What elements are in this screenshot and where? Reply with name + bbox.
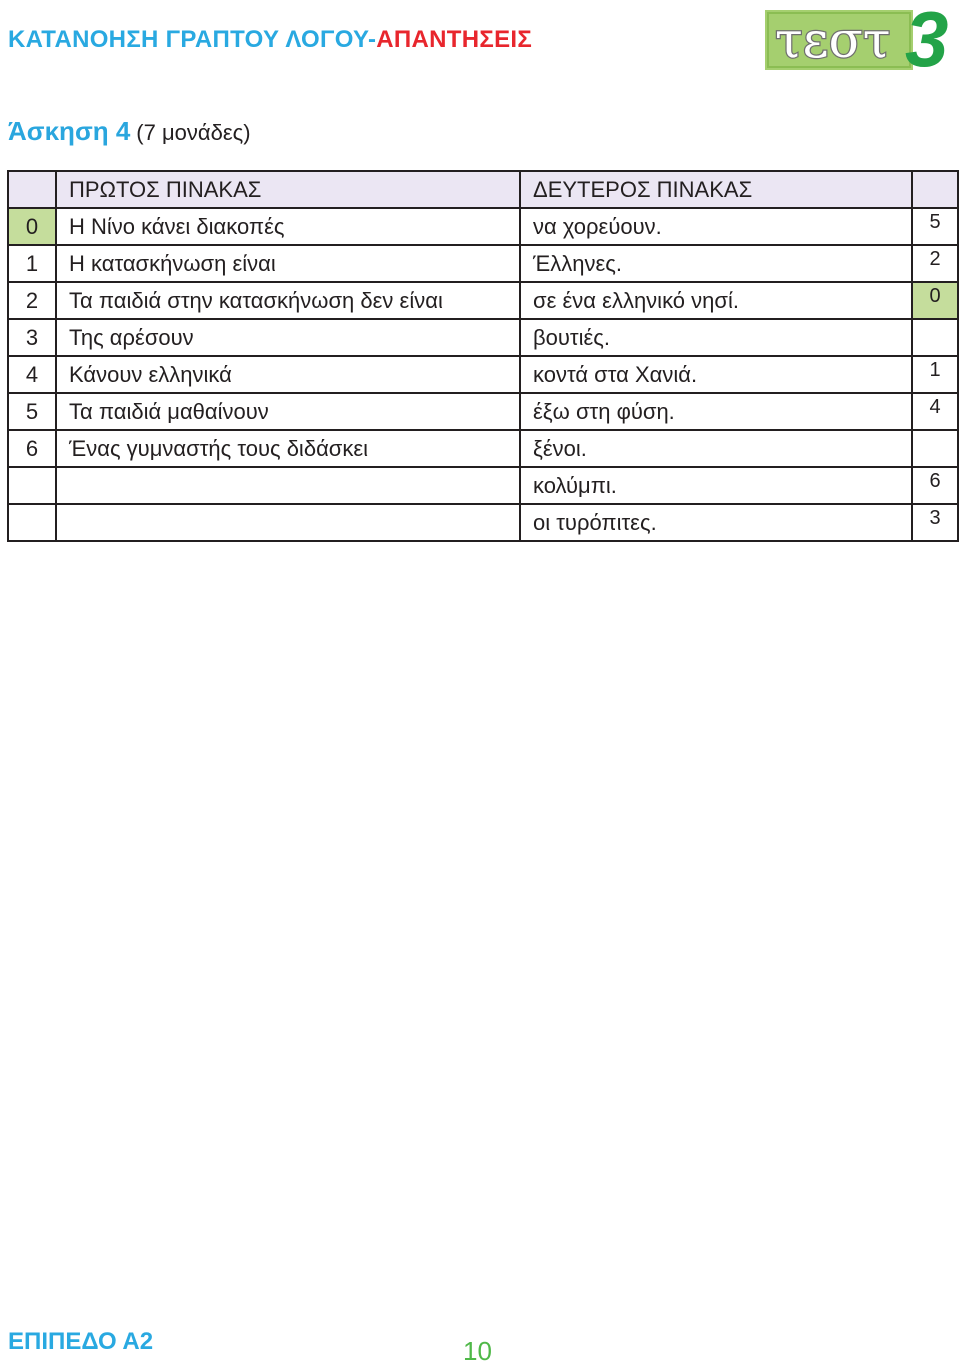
row-first-phrase: Τα παιδιά στην κατασκήνωση δεν είναι — [56, 282, 520, 319]
row-second-phrase: να χορεύουν. — [520, 208, 912, 245]
table-row — [8, 245, 958, 282]
row-number: 0 — [8, 208, 56, 245]
row-answer: 1 — [912, 356, 958, 393]
page-number: 10 — [463, 1336, 492, 1366]
row-number: 1 — [8, 245, 56, 282]
row-second-phrase: Έλληνες. — [520, 245, 912, 282]
exercise-heading — [8, 116, 251, 147]
row-number: 6 — [8, 430, 56, 467]
row-first-phrase: Ένας γυμναστής τους διδάσκει — [56, 430, 520, 467]
exercise-title: Άσκηση 4 — [8, 116, 131, 146]
table-row — [8, 393, 958, 430]
table-row — [8, 467, 958, 504]
page-header-title — [8, 26, 532, 54]
test-3-logo — [765, 2, 957, 72]
row-first-phrase: Η κατασκήνωση είναι — [56, 245, 520, 282]
table-header-row — [8, 171, 958, 208]
row-answer: 2 — [912, 245, 958, 282]
row-second-phrase: οι τυρόπιτες. — [520, 504, 912, 541]
row-number: 3 — [8, 319, 56, 356]
header-title-answers: ΑΠΑΝΤΗΣΕΙΣ — [376, 26, 533, 53]
row-answer: 6 — [912, 467, 958, 504]
row-answer: 0 — [912, 282, 958, 319]
row-number: 4 — [8, 356, 56, 393]
row-first-phrase: Τα παιδιά μαθαίνουν — [56, 393, 520, 430]
row-first-phrase — [56, 467, 520, 504]
matching-table — [7, 170, 959, 542]
header-title-main: ΚΑΤΑΝΟΗΣΗ ΓΡΑΠΤΟΥ ΛΟΓΟΥ- — [8, 26, 377, 53]
row-number: 2 — [8, 282, 56, 319]
table-row — [8, 356, 958, 393]
table-row — [8, 208, 958, 245]
row-second-phrase: βουτιές. — [520, 319, 912, 356]
row-first-phrase: Της αρέσουν — [56, 319, 520, 356]
row-answer: 4 — [912, 393, 958, 430]
logo-number: 3 — [905, 2, 949, 72]
table-row — [8, 430, 958, 467]
header-answer-cell — [912, 171, 958, 208]
footer-level: ΕΠΙΠΕΔΟ Α2 — [8, 1328, 154, 1355]
row-second-phrase: κοντά στα Χανιά. — [520, 356, 912, 393]
header-num-cell — [8, 171, 56, 208]
table-row — [8, 504, 958, 541]
row-first-phrase — [56, 504, 520, 541]
row-first-phrase: Η Νίνο κάνει διακοπές — [56, 208, 520, 245]
logo-text: τεστ — [775, 11, 891, 69]
table-row — [8, 319, 958, 356]
row-answer: 5 — [912, 208, 958, 245]
row-answer — [912, 319, 958, 356]
row-second-phrase: κολύμπι. — [520, 467, 912, 504]
row-second-phrase: έξω στη φύση. — [520, 393, 912, 430]
header-first-table: ΠΡΩΤΟΣ ΠΙΝΑΚΑΣ — [56, 171, 520, 208]
row-number — [8, 467, 56, 504]
row-second-phrase: σε ένα ελληνικό νησί. — [520, 282, 912, 319]
row-second-phrase: ξένοι. — [520, 430, 912, 467]
row-answer — [912, 430, 958, 467]
exercise-points: (7 μονάδες) — [136, 120, 251, 145]
header-second-table: ΔΕΥΤΕΡΟΣ ΠΙΝΑΚΑΣ — [520, 171, 912, 208]
row-number — [8, 504, 56, 541]
row-first-phrase: Κάνουν ελληνικά — [56, 356, 520, 393]
row-answer: 3 — [912, 504, 958, 541]
row-number: 5 — [8, 393, 56, 430]
table-row — [8, 282, 958, 319]
